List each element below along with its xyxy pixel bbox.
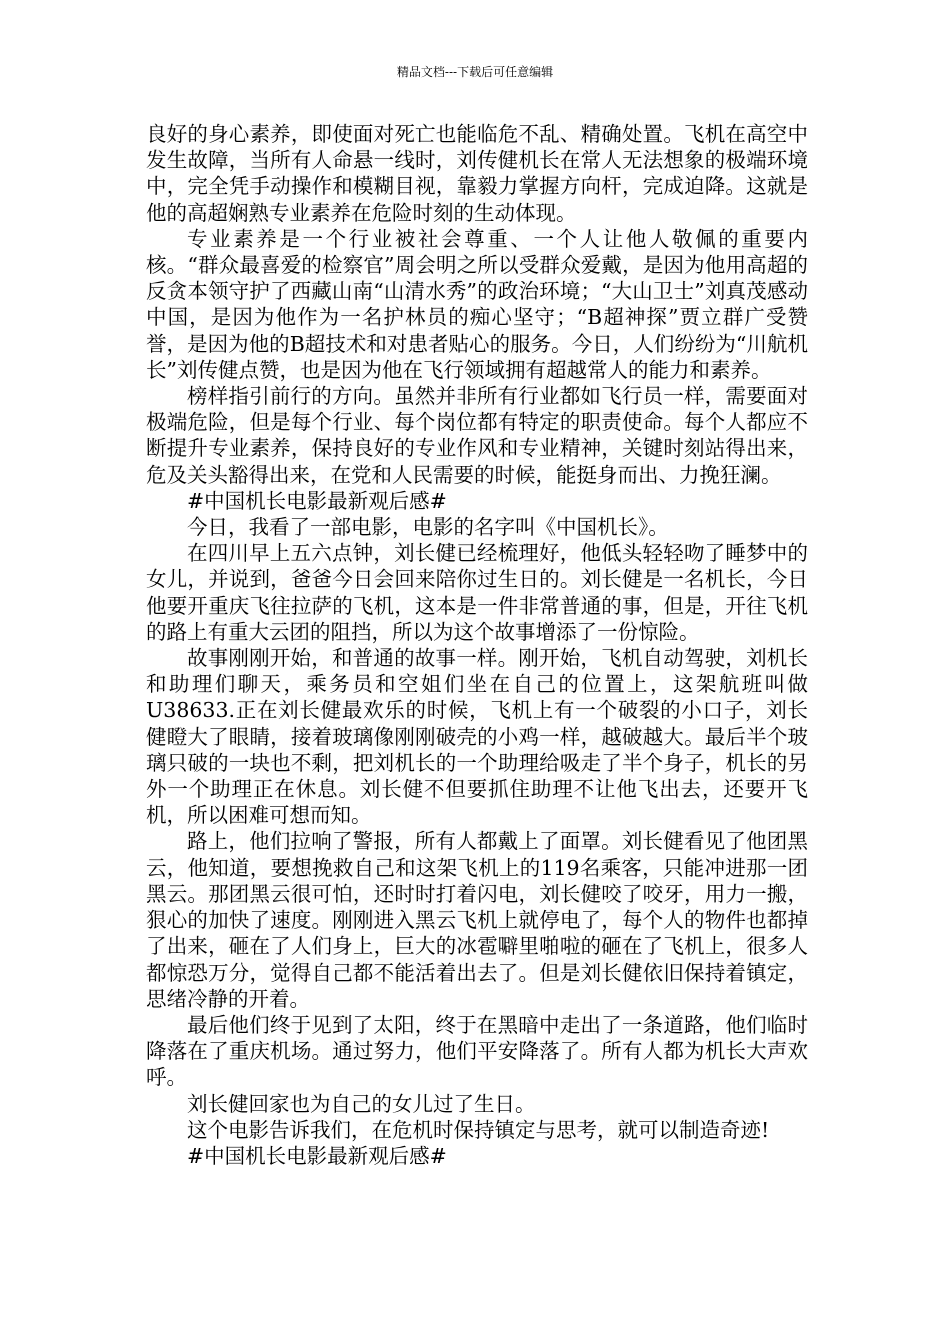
section-heading: #中国机长电影最新观后感# (187, 1143, 447, 1168)
page-header: 精品文档---下载后可任意编辑 (396, 65, 554, 79)
document-body (146, 121, 808, 1169)
paragraph: 路上，他们拉响了警报，所有人都戴上了面罩。刘长健看见了他团黑云，他知道，要想挽救自己和这架飞机上的119名乘客，只能冲进那一团黑云。那团黑云很可怕，还时时打着闪电，刘长健咬了咬牙，用力一搬，狠心的加快了速度。刚刚进入黑云飞机上就停电了，每个人的物件也都掉了出来，砸在了人们身上，巨大的冰雹噼里啪啦的砸在了飞机上，很多人都惊恐万分，觉得自己都不能活着出去了。但是刘长健依旧保持着镇定，思绪冷静的开着。 (146, 829, 808, 1011)
paragraph: 榜样指引前行的方向。虽然并非所有行业都如飞行员一样，需要面对极端危险，但是每个行业、每个岗位都有特定的职责使命。每个人都应不断提升专业素养，保持良好的专业作风和专业精神，关键时刻站得出来，危及关头豁得出来，在党和人民需要的时候，能挺身而出、力挽狂澜。 (146, 384, 808, 487)
paragraph: 这个电影告诉我们，在危机时保持镇定与思考，就可以制造奇迹! (187, 1117, 770, 1142)
paragraph: 故事刚刚开始，和普通的故事一样。刚开始，飞机自动驾驶，刘机长和助理们聊天，乘务员和空姐们坐在自己的位置上，这架航班叫做U38633.正在刘长健最欢乐的时候，飞机上有一个破裂的小口子，刘长健瞪大了眼睛，接着玻璃像刚刚破壳的小鸡一样，越破越大。最后半个玻璃只破的一块也不剩，把刘机长的一个助理给吸走了半个身子，机长的另外一个助理正在休息。刘长健不但要抓住助理不让他飞出去，还要开飞机，所以困难可想而知。 (146, 646, 808, 828)
paragraph: 在四川早上五六点钟，刘长健已经梳理好，他低头轻轻吻了睡梦中的女儿，并说到，爸爸今日会回来陪你过生日的。刘长健是一名机长，今日他要开重庆飞往拉萨的飞机，这本是一件非常普通的事，但是，开往飞机的路上有重大云团的阻挡，所以为这个故事增添了一份惊险。 (146, 541, 808, 644)
paragraph: 良好的身心素养，即使面对死亡也能临危不乱、精确处置。飞机在高空中发生故障，当所有人命悬一线时，刘传健机长在常人无法想象的极端环境中，完全凭手动操作和模糊目视，靠毅力掌握方向杆，完成迫降。这就是他的高超娴熟专业素养在危险时刻的生动体现。 (146, 122, 808, 225)
paragraph: 最后他们终于见到了太阳，终于在黑暗中走出了一条道路，他们临时降落在了重庆机场。通过努力，他们平安降落了。所有人都为机长大声欢呼。 (146, 1012, 808, 1090)
paragraph: 刘长健回家也为自己的女儿过了生日。 (187, 1091, 536, 1116)
section-heading: #中国机长电影最新观后感# (187, 488, 447, 513)
paragraph: 今日，我看了一部电影，电影的名字叫《中国机长》。 (187, 515, 669, 540)
paragraph: 专业素养是一个行业被社会尊重、一个人让他人敬佩的重要内核。“群众最喜爱的检察官”周会明之所以受群众爱戴，是因为他用高超的反贪本领守护了西藏山南“山清水秀”的政治环境；“大山卫士”刘真茂感动中国，是因为他作为一名护林员的痴心坚守；“B超神探”贾立群广受赞誉，是因为他的B超技术和对患者贴心的服务。今日，人们纷纷为“川航机长”刘传健点赞，也是因为他在飞行领域拥有超越常人的能力和素养。 (146, 226, 808, 382)
